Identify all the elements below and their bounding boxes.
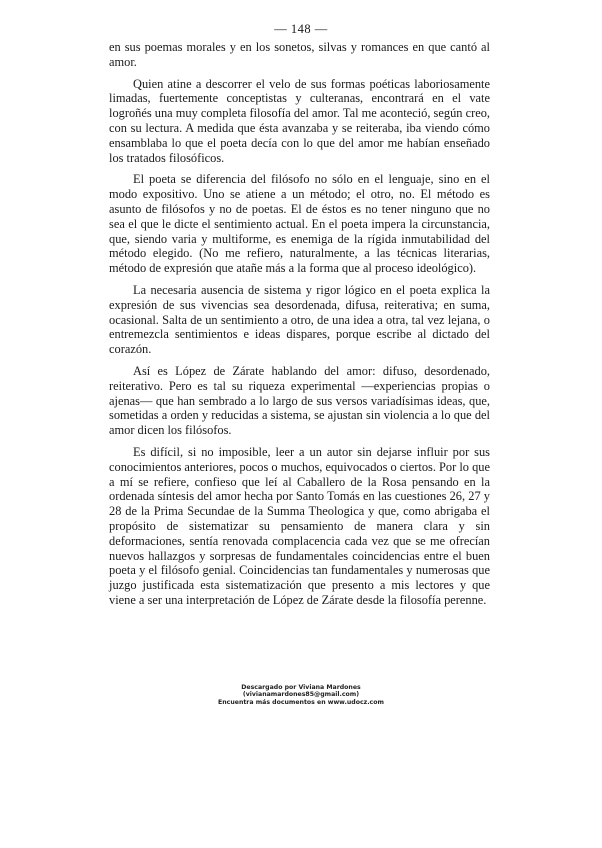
paragraph-3: El poeta se diferencia del filósofo no sólo en el lenguaje, sino en el modo expositivo. Uno se atiene a un método; el otro, no. El método es asunto de filósofos y no de poetas. El de éstos es no tener ninguno que no sea el que le dicte el sentimiento actual. En el poeta impera la circunstancia, que, siendo varia y multiforme, es enemiga de la rígida inmutabilidad del método elegido. (No me refiero, naturalmente, a las técnicas literarias, método de expresión que atañe más a la forma que al proceso ideológico).: [109, 172, 490, 276]
paragraph-5: Así es López de Zárate hablando del amor: difuso, desordenado, reiterativo. Pero es tal su riqueza experimental —experiencias propias o ajenas— que han sembrado a lo largo de sus versos variadísimas ideas, que, sometidas a orden y reducidas a sistema, se ajustan sin violencia a lo que del amor dicen los filósofos.: [109, 363, 490, 438]
paragraph-2: Quien atine a descorrer el velo de sus formas poéticas laboriosamente limadas, fuertemente conceptistas y culteranas, encontrará en el vate logroñés una muy completa filosofía del amor. Tal me aconteció, según creo, con su lectura. A medida que ésta avanzaba y se reiteraba, iba viendo cómo ensamblaba lo que el poeta decía con lo que del amor me habían enseñado los tratados filosóficos.: [109, 76, 490, 165]
watermark-line-2: (vivianamardones85@gmail.com): [242, 691, 360, 699]
paragraph-6: Es difícil, si no imposible, leer a un autor sin dejarse influir por sus conocimientos anteriores, pocos o muchos, equivocados o ciertos. Por lo que a mí se refiere, confieso que leí al Caballero de la Rosa pensando en la ordenada síntesis del amor hecha por Santo Tomás en las cuestiones 26, 27 y 28 de la Prima Secundae de la Summa Theologica y que, como abrigaba el propósito de sistematizar su pensamiento de manera clara y sin deformaciones, sentía renovada complacencia cada vez que se me ofrecían nuevos hallazgos y sorpresas de fundamentales coincidencias entre el buen poeta y el filósofo genial. Coincidencias tan fundamentales y numerosas que juzgo justificada esta sistematización que presento a mis lectores y que viene a ser una interpretación de López de Zárate desde la filosofía perenne.: [109, 444, 490, 607]
paragraph-1: en sus poemas morales y en los sonetos, silvas y romances en que cantó al amor.: [109, 40, 490, 69]
watermark-line-3: Encuentra más documentos en www.udocz.com: [218, 698, 384, 706]
body-text: [109, 40, 490, 615]
paragraph-4: La necesaria ausencia de sistema y rigor lógico en el poeta explica la expresión de sus vivencias sea desordenada, difusa, reiterativa; en suma, ocasional. Salta de un sentimiento a otro, de una idea a otra, tal vez lejana, o entremezcla sentimientos e ideas dispares, porque escribe al dictado del corazón.: [109, 282, 490, 357]
download-watermark: [0, 684, 602, 706]
page-number: — 148 —: [274, 22, 328, 36]
watermark-line-1: Descargado por Viviana Mardones: [241, 684, 361, 691]
